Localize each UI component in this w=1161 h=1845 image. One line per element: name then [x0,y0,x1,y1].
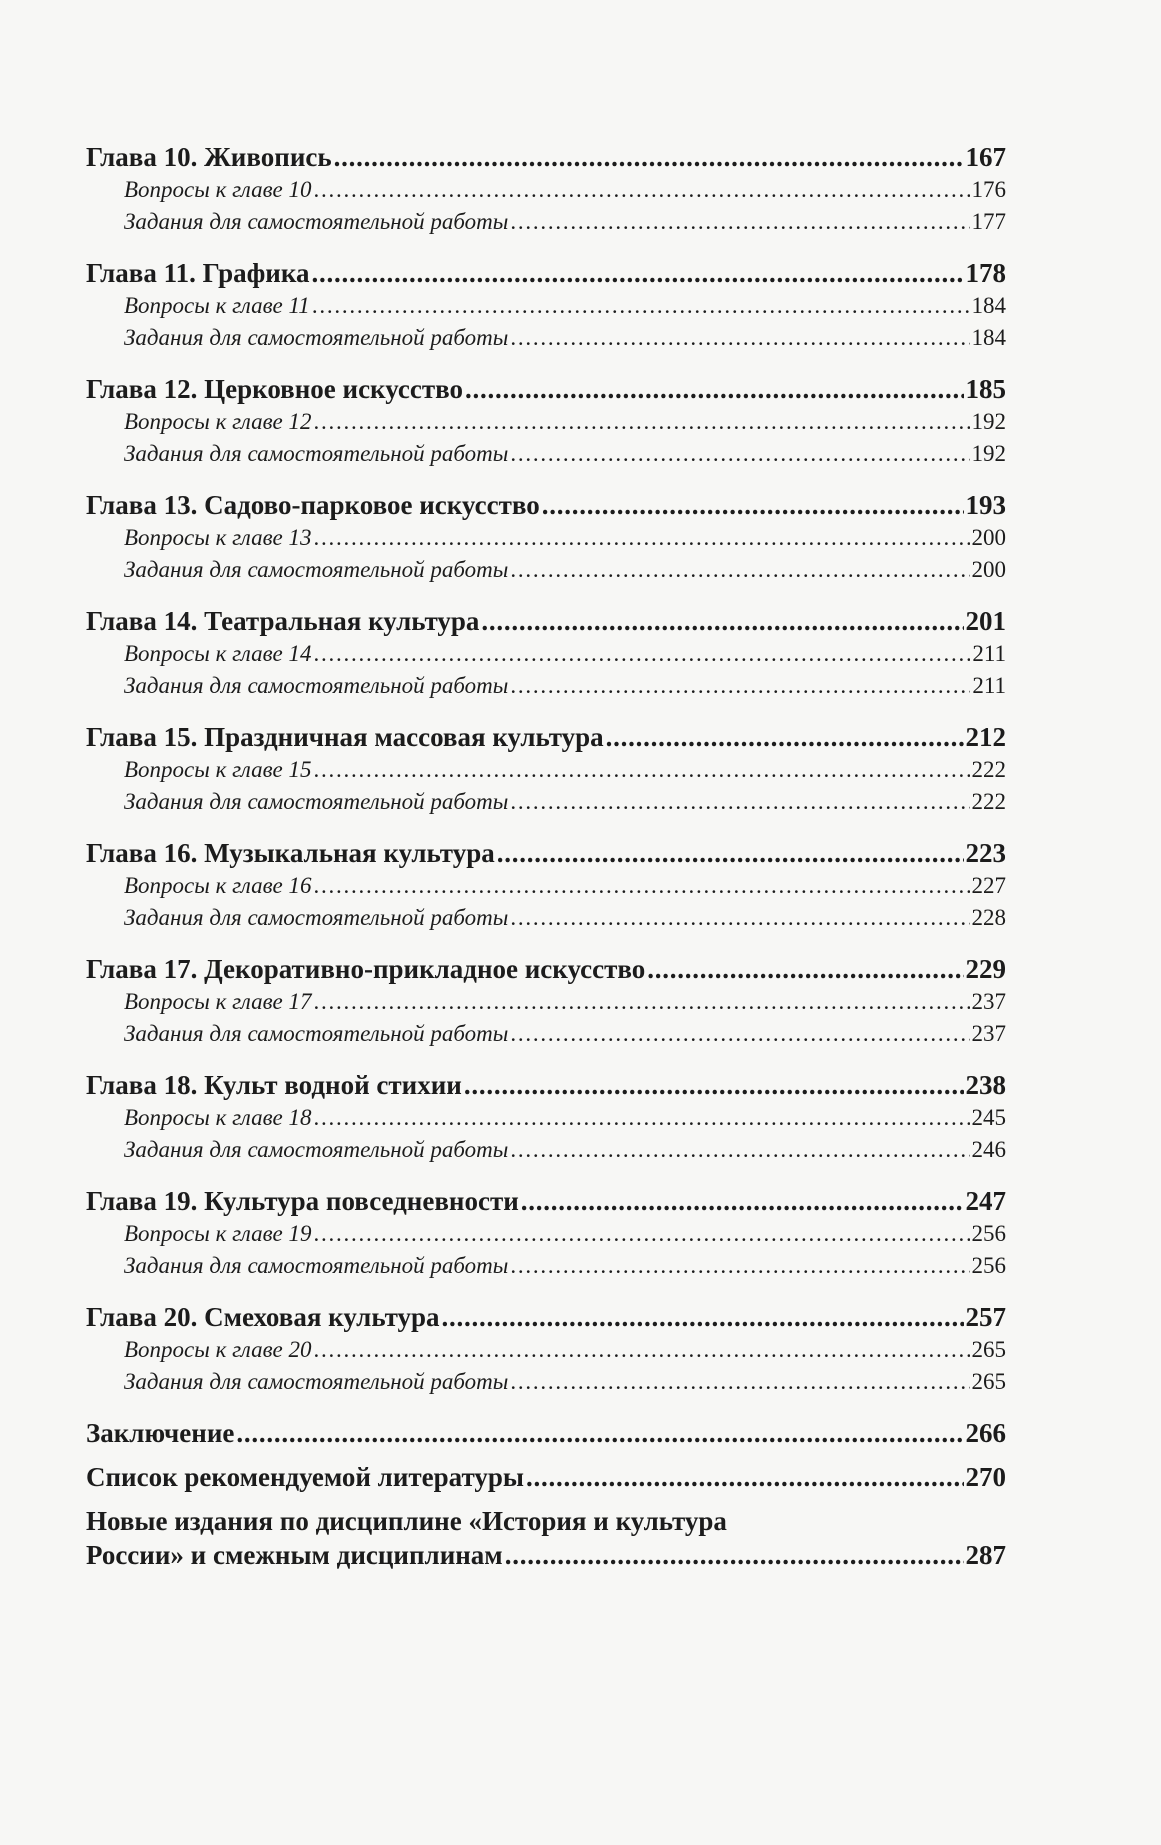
page-number: 237 [971,989,1006,1014]
chapter-title: Глава 16. Музыкальная культура [86,838,495,868]
dot-leader [312,290,970,322]
questions-title: Вопросы к главе 13 [124,525,312,550]
literature-title: Список рекомендуемой литературы [86,1462,524,1492]
toc-chapter-15 [86,720,1006,818]
toc-conclusion-entry[interactable] [86,1416,1006,1450]
tasks-title: Задания для самостоятельной работы [124,1137,509,1162]
toc-questions-entry[interactable] [86,1102,1006,1134]
dot-leader [464,1068,964,1102]
dot-leader [510,322,969,354]
page-number: 256 [971,1253,1006,1278]
page-number: 222 [971,789,1006,814]
dot-leader [510,902,969,934]
toc-tasks-entry[interactable] [86,554,1006,586]
page-number: 212 [965,722,1006,752]
questions-title: Вопросы к главе 10 [124,177,312,202]
toc-questions-entry[interactable] [86,174,1006,206]
page-number: 287 [965,1540,1006,1570]
toc-chapter-12 [86,372,1006,470]
questions-title: Вопросы к главе 17 [124,989,312,1014]
page-number: 257 [965,1302,1006,1332]
chapter-title: Глава 12. Церковное искусство [86,374,464,404]
toc-chapter-entry[interactable] [86,836,1006,870]
tasks-title: Задания для самостоятельной работы [124,1021,509,1046]
toc-chapter-entry[interactable] [86,1184,1006,1218]
dot-leader [510,1250,969,1282]
page-number: 200 [971,525,1006,550]
toc-tasks-entry[interactable] [86,902,1006,934]
page-number: 178 [965,258,1006,288]
dot-leader [510,438,969,470]
toc-chapter-20 [86,1300,1006,1398]
dot-leader [510,670,970,702]
toc-new-editions-entry[interactable] [86,1504,1006,1572]
questions-title: Вопросы к главе 14 [124,641,312,666]
dot-leader [334,140,964,174]
page-number: 256 [971,1221,1006,1246]
page-number: 227 [971,873,1006,898]
page-number: 193 [965,490,1006,520]
questions-title: Вопросы к главе 19 [124,1221,312,1246]
toc-questions-entry[interactable] [86,1218,1006,1250]
toc-chapter-entry[interactable] [86,1300,1006,1334]
dot-leader [314,986,970,1018]
dot-leader [510,1134,969,1166]
page-number: 237 [971,1021,1006,1046]
page-number: 192 [971,441,1006,466]
dot-leader [314,754,970,786]
table-of-contents [86,140,1006,1572]
page-number: 246 [971,1137,1006,1162]
chapter-title: Глава 13. Садово-парковое искусство [86,490,540,520]
dot-leader [647,952,963,986]
chapter-title: Глава 19. Культура повседневности [86,1186,519,1216]
dot-leader [236,1416,963,1450]
questions-title: Вопросы к главе 16 [124,873,312,898]
dot-leader [314,522,970,554]
page-number: 167 [965,142,1006,172]
page-number: 223 [965,838,1006,868]
tasks-title: Задания для самостоятельной работы [124,905,509,930]
toc-chapter-entry[interactable] [86,952,1006,986]
toc-chapter-entry[interactable] [86,1068,1006,1102]
dot-leader [314,1218,970,1250]
tasks-title: Задания для самостоятельной работы [124,557,509,582]
toc-chapter-18 [86,1068,1006,1166]
page-number: 247 [965,1186,1006,1216]
toc-tasks-entry[interactable] [86,206,1006,238]
dot-leader [526,1460,964,1494]
page-number: 228 [971,905,1006,930]
toc-chapter-entry[interactable] [86,140,1006,174]
questions-title: Вопросы к главе 18 [124,1105,312,1130]
new-editions-line2-row [86,1538,1006,1572]
toc-tasks-entry[interactable] [86,1250,1006,1282]
page-number: 266 [965,1418,1006,1448]
page-number: 229 [965,954,1006,984]
dot-leader [481,604,963,638]
toc-tasks-entry[interactable] [86,1134,1006,1166]
page-number: 211 [972,641,1006,666]
conclusion-title: Заключение [86,1418,235,1448]
chapter-title: Глава 18. Культ водной стихии [86,1070,462,1100]
dot-leader [314,1334,970,1366]
dot-leader [314,406,970,438]
toc-questions-entry[interactable] [86,522,1006,554]
toc-chapter-16 [86,836,1006,934]
toc-tasks-entry[interactable] [86,322,1006,354]
dot-leader [510,206,969,238]
questions-title: Вопросы к главе 20 [124,1337,312,1362]
tasks-title: Задания для самостоятельной работы [124,1253,509,1278]
dot-leader [510,1366,969,1398]
page-number: 245 [971,1105,1006,1130]
chapter-title: Глава 14. Театральная культура [86,606,480,636]
dot-leader [314,870,970,902]
toc-questions-entry[interactable] [86,870,1006,902]
page-number: 184 [971,325,1006,350]
toc-chapter-13 [86,488,1006,586]
page-number: 201 [965,606,1006,636]
toc-tasks-entry[interactable] [86,670,1006,702]
toc-questions-entry[interactable] [86,290,1006,322]
toc-chapter-19 [86,1184,1006,1282]
questions-title: Вопросы к главе 15 [124,757,312,782]
page-number: 176 [971,177,1006,202]
page-number: 184 [971,293,1006,318]
page-number: 211 [972,673,1006,698]
dot-leader [497,836,964,870]
new-editions-title-line1: Новые издания по дисциплине «История и культура [86,1506,727,1536]
chapter-title: Глава 15. Праздничная массовая культура [86,722,604,752]
toc-questions-entry[interactable] [86,638,1006,670]
dot-leader [314,174,970,206]
chapter-title: Глава 11. Графика [86,258,310,288]
toc-tasks-entry[interactable] [86,1018,1006,1050]
page-number: 222 [971,757,1006,782]
page-number: 238 [965,1070,1006,1100]
toc-questions-entry[interactable] [86,1334,1006,1366]
toc-chapter-11 [86,256,1006,354]
tasks-title: Задания для самостоятельной работы [124,789,509,814]
toc-questions-entry[interactable] [86,986,1006,1018]
dot-leader [521,1184,964,1218]
dot-leader [542,488,964,522]
questions-title: Вопросы к главе 11 [124,293,310,318]
page-number: 265 [971,1337,1006,1362]
dot-leader [314,638,971,670]
toc-tasks-entry[interactable] [86,438,1006,470]
toc-chapter-entry[interactable] [86,720,1006,754]
toc-tasks-entry[interactable] [86,1366,1006,1398]
toc-chapter-14 [86,604,1006,702]
chapter-title: Глава 10. Живопись [86,142,332,172]
toc-chapter-entry[interactable] [86,372,1006,406]
dot-leader [510,554,969,586]
toc-chapter-10 [86,140,1006,238]
chapter-title: Глава 17. Декоративно-прикладное искусство [86,954,646,984]
toc-chapter-17 [86,952,1006,1050]
page-number: 265 [971,1369,1006,1394]
page-number: 185 [965,374,1006,404]
new-editions-title-line2: России» и смежным дисциплинам [86,1540,503,1570]
page-number: 177 [971,209,1006,234]
toc-chapter-entry[interactable] [86,604,1006,638]
page-number: 200 [971,557,1006,582]
tasks-title: Задания для самостоятельной работы [124,441,509,466]
dot-leader [510,1018,969,1050]
toc-chapter-entry[interactable] [86,488,1006,522]
dot-leader [442,1300,964,1334]
toc-questions-entry[interactable] [86,406,1006,438]
dot-leader [312,256,964,290]
toc-literature-entry[interactable] [86,1460,1006,1494]
toc-chapter-entry[interactable] [86,256,1006,290]
chapter-title: Глава 20. Смеховая культура [86,1302,440,1332]
tasks-title: Задания для самостоятельной работы [124,325,509,350]
tasks-title: Задания для самостоятельной работы [124,209,509,234]
tasks-title: Задания для самостоятельной работы [124,1369,509,1394]
dot-leader [314,1102,970,1134]
dot-leader [505,1538,964,1572]
page-number: 270 [965,1462,1006,1492]
dot-leader [510,786,969,818]
toc-questions-entry[interactable] [86,754,1006,786]
page-number: 192 [971,409,1006,434]
toc-tasks-entry[interactable] [86,786,1006,818]
dot-leader [606,720,964,754]
dot-leader [465,372,963,406]
questions-title: Вопросы к главе 12 [124,409,312,434]
tasks-title: Задания для самостоятельной работы [124,673,509,698]
